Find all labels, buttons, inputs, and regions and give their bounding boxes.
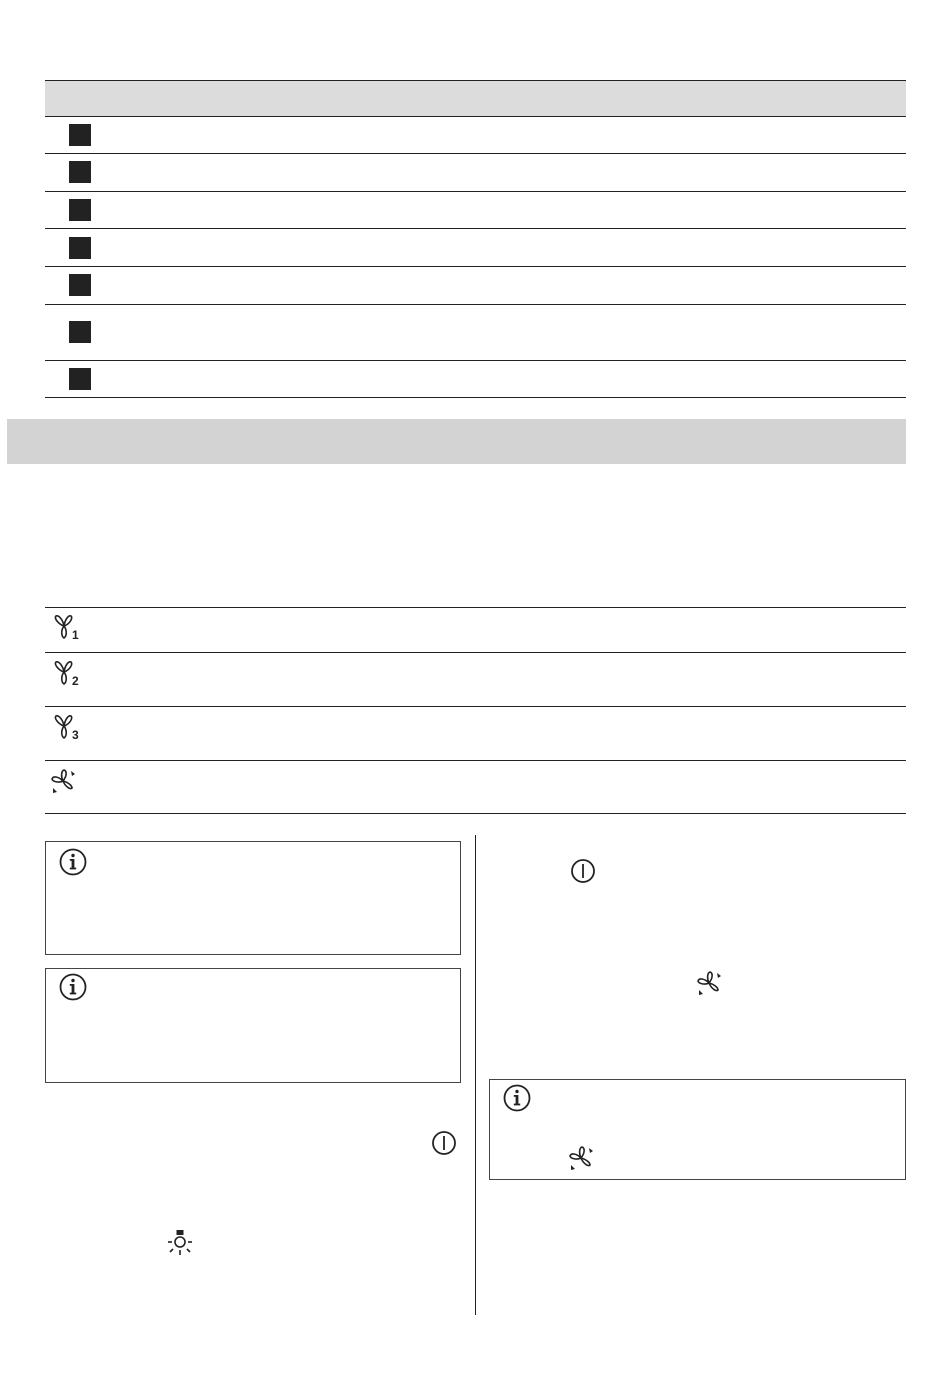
row-divider [45, 228, 906, 229]
fan-speed-2-icon [50, 660, 84, 688]
row-marker [69, 237, 91, 259]
row-marker [69, 368, 91, 390]
power-icon [431, 1130, 457, 1156]
power-icon [570, 858, 596, 884]
fan-intensive-icon [568, 1145, 598, 1173]
fan-speed-digit: 1 [72, 628, 79, 642]
row-marker [69, 274, 91, 296]
row-divider [45, 706, 906, 707]
light-icon [166, 1229, 194, 1257]
row-divider [45, 813, 906, 814]
row-divider [45, 360, 906, 361]
info-box [45, 968, 461, 1083]
info-icon [58, 972, 88, 1002]
row-divider [45, 153, 906, 154]
row-divider [45, 652, 906, 653]
row-divider [45, 266, 906, 267]
table-header-band [45, 80, 906, 117]
info-box [45, 841, 461, 955]
info-icon [58, 847, 88, 877]
info-icon [502, 1083, 532, 1113]
row-divider [45, 191, 906, 192]
fan-speed-1-icon [50, 614, 84, 642]
fan-speed-digit: 3 [72, 728, 79, 742]
fan-intensive-icon [696, 970, 726, 998]
row-divider [45, 397, 906, 398]
row-divider [45, 304, 906, 305]
info-box [489, 1079, 906, 1180]
section-heading-band [7, 419, 906, 464]
row-divider [45, 760, 906, 761]
fan-speed-3-icon [50, 714, 84, 742]
fan-speed-digit: 2 [72, 674, 79, 688]
row-marker [69, 321, 91, 343]
fan-intensive-icon [50, 768, 80, 796]
row-marker [69, 199, 91, 221]
row-marker [69, 161, 91, 183]
fan-table-top-rule [45, 607, 906, 608]
column-separator [475, 835, 476, 1315]
row-marker [69, 124, 91, 146]
